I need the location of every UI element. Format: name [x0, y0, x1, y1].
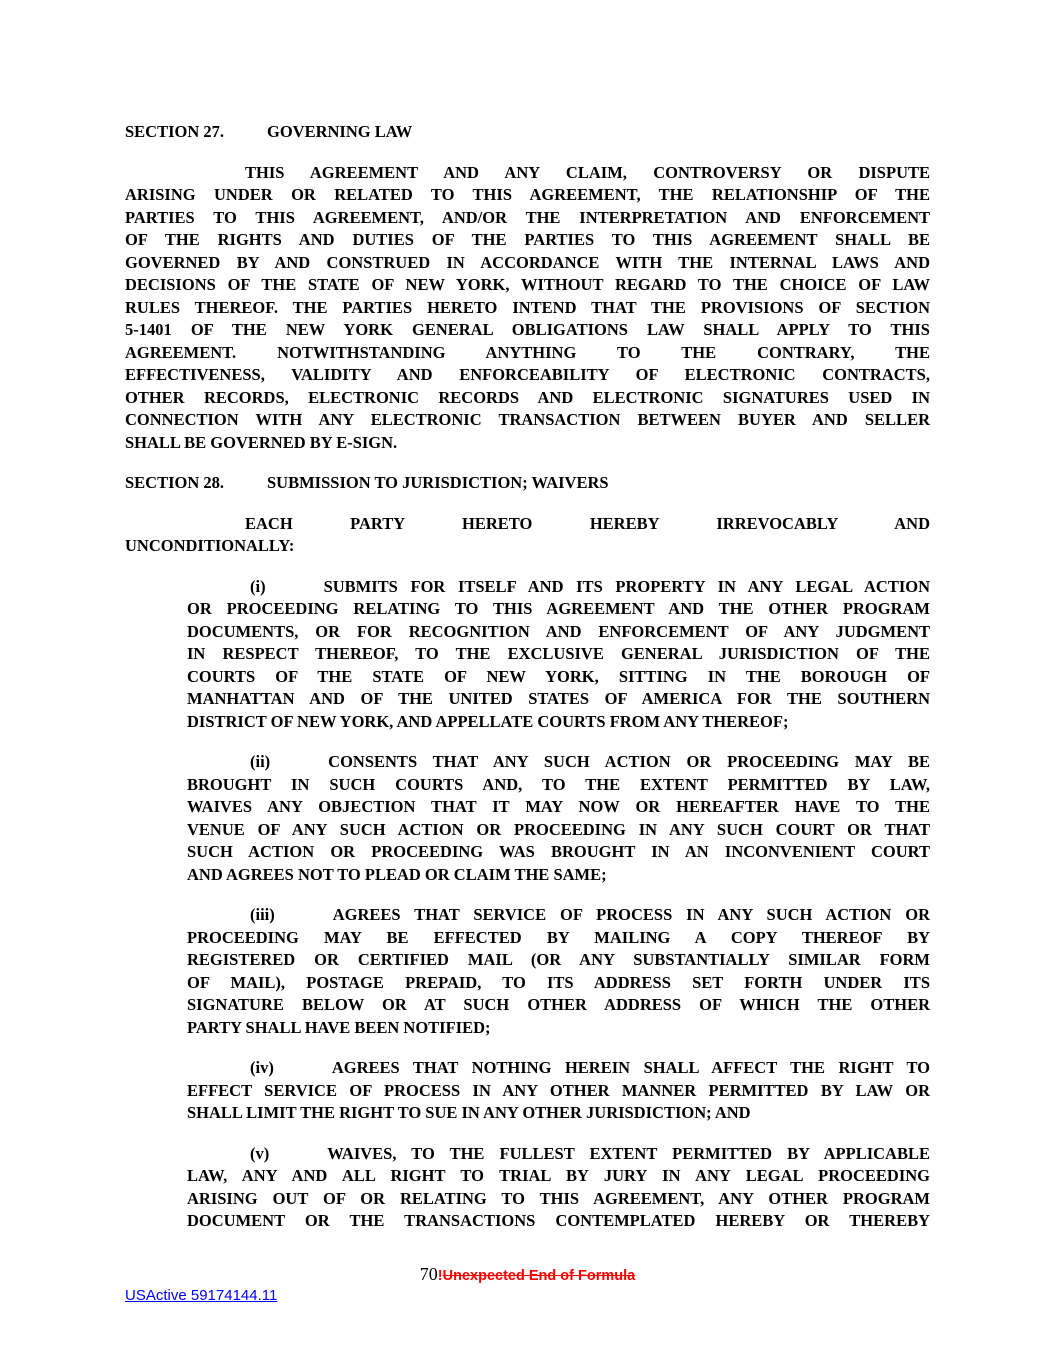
- clause-line: IN RESPECT THEREOF, TO THE EXCLUSIVE GENERAL JURISDICTION OF THE: [187, 644, 930, 663]
- formula-error-annotation: [438, 1268, 635, 1284]
- clause-line: [187, 904, 930, 927]
- clause-line: PROCEEDING MAY BE EFFECTED BY MAILING A COPY THEREOF BY: [187, 927, 930, 947]
- clause-ii: [187, 751, 930, 886]
- paragraph-line: OF THE RIGHTS AND DUTIES OF THE PARTIES TO THIS AGREEMENT SHALL BE: [125, 230, 930, 249]
- tab-space: [274, 1072, 332, 1073]
- clause-line: OR PROCEEDING RELATING TO THIS AGREEMENT AND THE OTHER PROGRAM: [187, 599, 930, 618]
- clause-line: [187, 1143, 930, 1166]
- heading-title: SUBMISSION TO JURISDICTION; WAIVERS: [267, 473, 609, 492]
- clause-line: [187, 1057, 930, 1080]
- paragraph-line: RULES THEREOF. THE PARTIES HERETO INTEND THAT THE PROVISIONS OF SECTION: [125, 297, 930, 317]
- page-footer: [0, 1264, 1055, 1285]
- paragraph-line: DECISIONS OF THE STATE OF NEW YORK, WITHOUT REGARD TO THE CHOICE OF LAW: [125, 275, 930, 294]
- paragraph-line: EFFECTIVENESS, VALIDITY AND ENFORCEABILITY OF ELECTRONIC CONTRACTS,: [125, 365, 930, 384]
- clause-first-line-text: SUBMITS FOR ITSELF AND ITS PROPERTY IN ANY LEGAL ACTION: [323, 576, 930, 596]
- clause-line: [187, 576, 930, 599]
- clause-v: [187, 1143, 930, 1233]
- page-number: 70: [419, 1264, 438, 1284]
- section-27-heading: [125, 121, 930, 144]
- paragraph-line: PARTIES TO THIS AGREEMENT, AND/OR THE INTERPRETATION AND ENFORCEMENT: [125, 207, 930, 227]
- paragraph-line: AGREEMENT. NOTWITHSTANDING ANYTHING TO THE CONTRARY, THE: [125, 342, 930, 362]
- paragraph-line: EACH PARTY HERETO HEREBY IRREVOCABLY AND: [245, 513, 930, 533]
- document-content: [125, 121, 930, 1251]
- clause-line: DOCUMENT OR THE TRANSACTIONS CONTEMPLATED HEREBY OR THEREBY: [187, 1211, 930, 1230]
- paragraph-line: GOVERNED BY AND CONSTRUED IN ACCORDANCE WITH THE INTERNAL LAWS AND: [125, 252, 930, 272]
- clause-line: BROUGHT IN SUCH COURTS AND, TO THE EXTENT PERMITTED BY LAW,: [187, 774, 930, 794]
- heading-number: SECTION 28.: [125, 473, 225, 492]
- clause-line: DISTRICT OF NEW YORK, AND APPELLATE COURTS FROM ANY THEREOF;: [187, 711, 789, 731]
- paragraph-line: OTHER RECORDS, ELECTRONIC RECORDS AND ELECTRONIC SIGNATURES USED IN: [125, 387, 930, 407]
- paragraph-line: ARISING UNDER OR RELATED TO THIS AGREEMENT, THE RELATIONSHIP OF THE: [125, 185, 930, 204]
- clause-line: COURTS OF THE STATE OF NEW YORK, SITTING IN THE BOROUGH OF: [187, 666, 930, 686]
- clause-marker: (i): [250, 576, 266, 596]
- clause-line: SUCH ACTION OR PROCEEDING WAS BROUGHT IN AN INCONVENIENT COURT: [187, 842, 930, 861]
- clause-line: OF MAIL), POSTAGE PREPAID, TO ITS ADDRESS SET FORTH UNDER ITS: [187, 972, 930, 992]
- clause-line: [187, 751, 930, 774]
- clause-first-line-text: CONSENTS THAT ANY SUCH ACTION OR PROCEEDING MAY BE: [328, 752, 930, 771]
- heading-number: SECTION 27.: [125, 122, 225, 141]
- clause-line: EFFECT SERVICE OF PROCESS IN ANY OTHER MANNER PERMITTED BY LAW OR: [187, 1080, 930, 1100]
- clause-line: LAW, ANY AND ALL RIGHT TO TRIAL BY JURY IN ANY LEGAL PROCEEDING: [187, 1166, 930, 1185]
- clause-first-line-text: AGREES THAT NOTHING HEREIN SHALL AFFECT THE RIGHT TO: [331, 1058, 930, 1077]
- clause-line: MANHATTAN AND OF THE UNITED STATES OF AMERICA FOR THE SOUTHERN: [187, 689, 930, 708]
- clause-marker: (ii): [250, 752, 271, 771]
- doc-id-stamp: USActive 59174144.11: [125, 1287, 278, 1304]
- clause-line: SIGNATURE BELOW OR AT SUCH OTHER ADDRESS OF WHICH THE OTHER: [187, 995, 930, 1014]
- clause-line: ARISING OUT OF OR RELATING TO THIS AGREEMENT, ANY OTHER PROGRAM: [187, 1188, 930, 1208]
- jurisdiction-intro-paragraph: [125, 513, 930, 558]
- section-28-heading: [125, 472, 930, 495]
- clause-line: SHALL LIMIT THE RIGHT TO SUE IN ANY OTHER JURISDICTION; AND: [187, 1103, 751, 1122]
- clause-iv: [187, 1057, 930, 1125]
- paragraph-line: CONNECTION WITH ANY ELECTRONIC TRANSACTION BETWEEN BUYER AND SELLER: [125, 410, 930, 429]
- paragraph-line: SHALL BE GOVERNED BY E-SIGN.: [125, 432, 398, 452]
- clause-first-line-text: WAIVES, TO THE FULLEST EXTENT PERMITTED BY APPLICABLE: [327, 1143, 930, 1163]
- heading-title: GOVERNING LAW: [267, 122, 413, 141]
- clause-i: [187, 576, 930, 734]
- tab-space: [275, 919, 333, 920]
- tab-space: [269, 1158, 327, 1159]
- tab-space: [270, 766, 328, 767]
- clause-marker: (v): [250, 1143, 270, 1163]
- paragraph-line: 5-1401 OF THE NEW YORK GENERAL OBLIGATIONS LAW SHALL APPLY TO THIS: [125, 320, 930, 339]
- clause-line: DOCUMENTS, OR FOR RECOGNITION AND ENFORCEMENT OF ANY JUDGMENT: [187, 621, 930, 641]
- tab-space: [266, 591, 324, 592]
- clause-first-line-text: AGREES THAT SERVICE OF PROCESS IN ANY SUCH ACTION OR: [332, 905, 930, 924]
- formula-error-text: Unexpected End of Formula: [442, 1268, 636, 1284]
- clause-line: PARTY SHALL HAVE BEEN NOTIFIED;: [187, 1017, 491, 1037]
- formula-error-prefix: !: [437, 1268, 443, 1284]
- clause-line: VENUE OF ANY SUCH ACTION OR PROCEEDING IN ANY SUCH COURT OR THAT: [187, 819, 930, 839]
- clause-line: REGISTERED OR CERTIFIED MAIL (OR ANY SUBSTANTIALLY SIMILAR FORM: [187, 950, 930, 969]
- clause-marker: (iv): [250, 1058, 274, 1077]
- paragraph-line: UNCONDITIONALLY:: [125, 536, 295, 555]
- clause-line: AND AGREES NOT TO PLEAD OR CLAIM THE SAME;: [187, 864, 607, 884]
- clause-iii: [187, 904, 930, 1039]
- governing-law-paragraph: [125, 162, 930, 455]
- paragraph-line: THIS AGREEMENT AND ANY CLAIM, CONTROVERSY OR DISPUTE: [245, 162, 930, 182]
- clause-line: WAIVES ANY OBJECTION THAT IT MAY NOW OR HEREAFTER HAVE TO THE: [187, 797, 930, 816]
- clause-marker: (iii): [250, 905, 275, 924]
